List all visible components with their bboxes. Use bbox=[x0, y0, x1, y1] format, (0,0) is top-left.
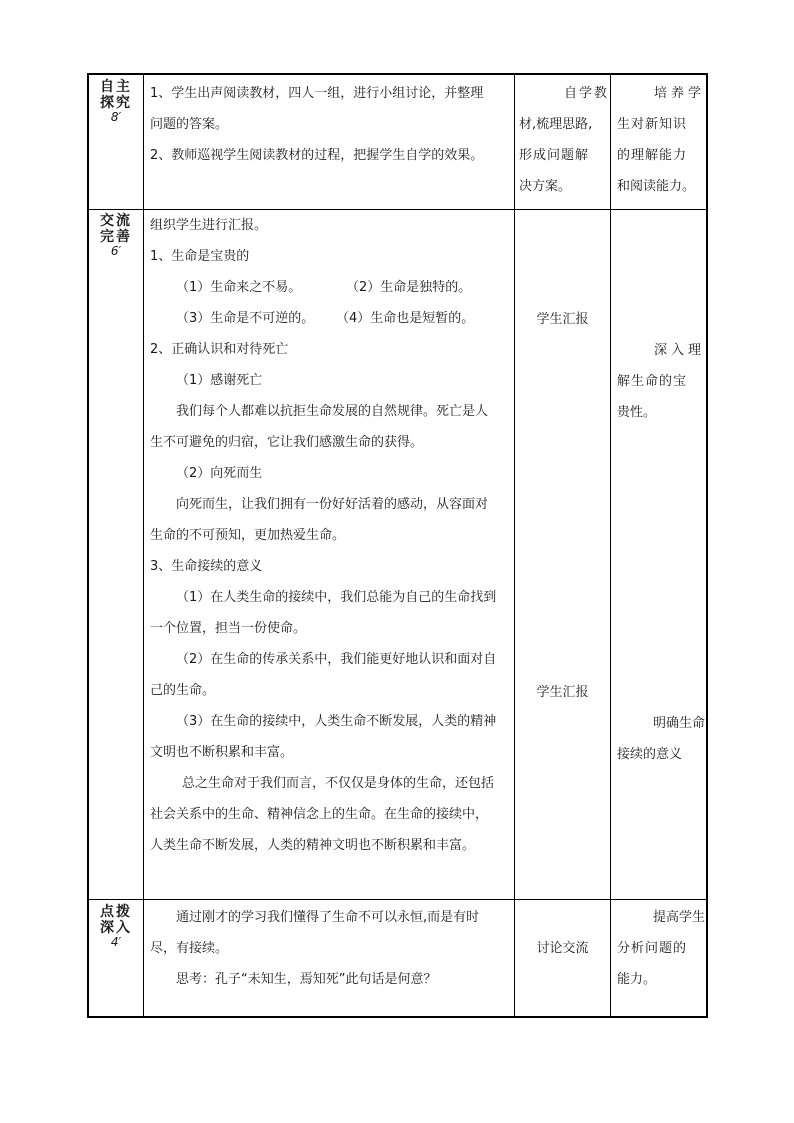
exchange-content bbox=[150, 210, 512, 861]
student-activity-self-study bbox=[519, 78, 609, 202]
intent-line: 分析问题的 bbox=[617, 941, 688, 956]
col-divider-3 bbox=[610, 73, 611, 1018]
paragraph-line: （3）在生命的接续中，人类生命不断发展，人类的精神 bbox=[176, 714, 497, 729]
content-line: 问题的答案。 bbox=[150, 117, 229, 132]
student-activity-report-1: 学生汇报 bbox=[536, 312, 589, 327]
list-item: （3）生命是不可逆的。 bbox=[176, 311, 315, 326]
stage-minutes: 6′ bbox=[110, 244, 122, 258]
content-line: 2、教师巡视学生阅读教材的过程，把握学生自学的效果。 bbox=[150, 148, 484, 163]
stage-label-guidance bbox=[89, 904, 143, 949]
table-border-right bbox=[706, 73, 708, 1018]
self-study-content bbox=[150, 78, 512, 171]
stage-title-line: 深入 bbox=[100, 920, 132, 936]
paragraph-line: 尽，有接续。 bbox=[150, 941, 229, 956]
intent-line: 接续的意义 bbox=[617, 747, 683, 762]
section-2-title: 2、正确认识和对待死亡 bbox=[150, 342, 289, 357]
design-intent-continuation bbox=[617, 708, 705, 770]
paragraph-line: （1）在人类生命的接续中，我们总能为自己的生命找到 bbox=[176, 590, 497, 605]
guidance-content bbox=[150, 902, 512, 995]
intent-line: 提高学生 bbox=[652, 910, 705, 925]
intent-line: 生对新知识 bbox=[617, 117, 688, 132]
question-line: 思考：孔子“未知生，焉知死”此句话是何意？ bbox=[176, 972, 437, 987]
paragraph-line: 生不可避免的归宿，它让我们感激生命的获得。 bbox=[150, 435, 424, 450]
activity-line: 材,梳理思路, bbox=[519, 117, 593, 132]
row-divider-2 bbox=[87, 899, 708, 900]
design-intent-analysis bbox=[617, 902, 705, 995]
stage-label-exchange bbox=[89, 213, 143, 258]
intent-line: 明确生命 bbox=[652, 716, 705, 731]
student-activity-discussion: 讨论交流 bbox=[536, 941, 589, 956]
list-item: （2）生命是独特的。 bbox=[346, 280, 472, 295]
paragraph-line: 通过刚才的学习我们懂得了生命不可以永恒,而是有时 bbox=[176, 910, 480, 925]
stage-minutes: 8′ bbox=[110, 110, 122, 124]
table-border-top bbox=[87, 73, 708, 75]
design-intent-self-study bbox=[617, 78, 705, 202]
intent-line: 深入理 bbox=[653, 343, 705, 358]
list-item: （4）生命也是短暂的。 bbox=[336, 311, 475, 326]
intent-line: 和阅读能力。 bbox=[617, 179, 696, 194]
section-1-items-row bbox=[150, 303, 512, 334]
design-intent-value bbox=[617, 335, 705, 428]
stage-label-self-study bbox=[89, 79, 143, 124]
intent-line: 培养学 bbox=[653, 86, 705, 101]
paragraph-line: 我们每个人都难以抗拒生命发展的自然规律。死亡是人 bbox=[176, 404, 489, 419]
col-divider-1 bbox=[143, 73, 144, 1018]
section-1-items-row bbox=[150, 272, 512, 303]
section-1-title: 1、生命是宝贵的 bbox=[150, 249, 250, 264]
stage-title-line: 完善 bbox=[100, 229, 132, 245]
table-border-bottom bbox=[87, 1016, 708, 1018]
intro-line: 组织学生进行汇报。 bbox=[150, 218, 268, 233]
stage-title-line: 自主 bbox=[100, 79, 132, 95]
paragraph-line: 文明也不断积累和丰富。 bbox=[150, 745, 294, 760]
paragraph-line: 向死而生，让我们拥有一份好好活着的感动，从容面对 bbox=[176, 497, 489, 512]
paragraph-line: 一个位置，担当一份使命。 bbox=[150, 621, 307, 636]
paragraph-line: 生命的不可预知，更加热爱生命。 bbox=[150, 528, 346, 543]
intent-line: 的理解能力 bbox=[617, 148, 688, 163]
summary-line: 社会关系中的生命、精神信念上的生命。在生命的接续中， bbox=[150, 807, 489, 822]
section-3-title: 3、生命接续的意义 bbox=[150, 559, 263, 574]
activity-line: 自学教 bbox=[563, 86, 609, 101]
intent-line: 解生命的宝 bbox=[617, 374, 688, 389]
stage-title-line: 探究 bbox=[100, 95, 132, 111]
content-line: 1、学生出声阅读教材，四人一组，进行小组讨论，并整理 bbox=[150, 86, 484, 101]
paragraph-line: （2）在生命的传承关系中，我们能更好地认识和面对自 bbox=[176, 652, 497, 667]
col-divider-2 bbox=[514, 73, 515, 1018]
summary-line: 总之生命对于我们而言，不仅仅是身体的生命，还包括 bbox=[182, 776, 495, 791]
stage-minutes: 4′ bbox=[110, 935, 122, 949]
stage-title-line: 点拨 bbox=[100, 904, 132, 920]
intent-line: 贵性。 bbox=[617, 405, 657, 420]
intent-line: 能力。 bbox=[617, 972, 657, 987]
list-item: （1）生命来之不易。 bbox=[176, 280, 302, 295]
activity-line: 形成问题解 bbox=[519, 148, 590, 163]
subsection-title: （2）向死而生 bbox=[176, 466, 263, 481]
paragraph-line: 己的生命。 bbox=[150, 683, 216, 698]
student-activity-report-2: 学生汇报 bbox=[536, 685, 589, 700]
activity-line: 决方案。 bbox=[519, 179, 572, 194]
subsection-title: （1）感谢死亡 bbox=[176, 373, 263, 388]
summary-line: 人类生命不断发展，人类的精神文明也不断积累和丰富。 bbox=[150, 838, 476, 853]
stage-title-line: 交流 bbox=[100, 213, 132, 229]
